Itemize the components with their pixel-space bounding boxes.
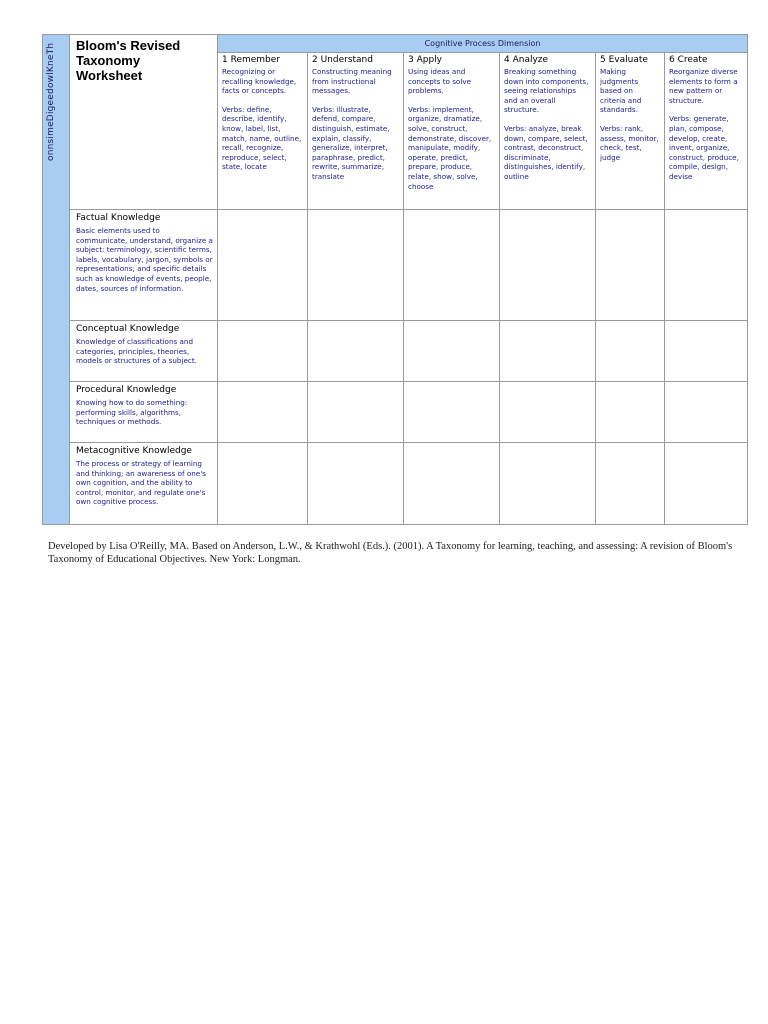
column-verbs: Verbs: define, describe, identify, know, label, list, match, name, outline, recall, recognize, reproduce, select, state, locate (222, 104, 302, 172)
worksheet-title: Bloom's Revised Taxonomy Worksheet (76, 38, 181, 83)
citation-footer: Developed by Lisa O'Reilly, MA. Based on Anderson, L.W., & Krathwohl (Eds.). (2001). A Taxonomy for learning, teaching, and assessing: A revision of Bloom's Taxonomy of Educational Objectives. New York: Longman. (48, 541, 733, 565)
row-header-factual (70, 210, 218, 321)
worksheet-cell[interactable] (404, 321, 500, 382)
row-label: Conceptual Knowledge (76, 324, 180, 334)
row-description: Knowing how to do something: performing skills, algorithms, techniques or methods. (76, 398, 188, 427)
worksheet-cell[interactable] (665, 443, 748, 525)
worksheet-cell[interactable] (308, 210, 404, 321)
worksheet-cell[interactable] (218, 321, 308, 382)
column-verbs: Verbs: rank, assess, monitor, check, test, judge (600, 123, 659, 162)
column-label: 6 Create (669, 55, 708, 65)
column-description: Making judgments based on criteria and standards. (600, 67, 642, 115)
worksheet-cell[interactable] (500, 210, 596, 321)
column-verbs: Verbs: implement, organize, dramatize, solve, construct, demonstrate, discover, manipulate, modify, operate, predict, prepare, produce, relate, show, solve, choose (408, 104, 492, 191)
worksheet-cell[interactable] (308, 321, 404, 382)
cognitive-dimension-header: Cognitive Process Dimension (218, 35, 748, 53)
column-header-understand (308, 53, 404, 210)
worksheet-cell[interactable] (596, 210, 665, 321)
column-description: Reorganize diverse elements to form a new pattern or structure. (669, 67, 738, 105)
sidebar-label: onnsimeDigeedowlKneTh (46, 42, 56, 161)
row-label: Factual Knowledge (76, 213, 161, 223)
column-label: 4 Analyze (504, 55, 549, 65)
row-header-conceptual (70, 321, 218, 382)
column-header-remember (218, 53, 308, 210)
row-label: Procedural Knowledge (76, 385, 177, 395)
column-label: 1 Remember (222, 55, 280, 65)
worksheet-cell[interactable] (500, 321, 596, 382)
worksheet-cell[interactable] (596, 382, 665, 443)
worksheet-cell[interactable] (218, 210, 308, 321)
column-header-create (665, 53, 748, 210)
row-description: The process or strategy of learning and thinking; an awareness of one's own cognition, and the ability to control, monitor, and regulate one's own cognitive process. (76, 459, 206, 507)
worksheet (42, 34, 747, 524)
worksheet-cell[interactable] (596, 321, 665, 382)
row-header-procedural (70, 382, 218, 443)
worksheet-cell[interactable] (404, 382, 500, 443)
worksheet-cell[interactable] (665, 321, 748, 382)
worksheet-cell[interactable] (404, 210, 500, 321)
knowledge-dimension-sidebar (43, 35, 70, 525)
column-verbs: Verbs: analyze, break down, compare, select, contrast, deconstruct, discriminate, distinguishes, identify, outline (504, 123, 588, 181)
worksheet-cell[interactable] (308, 382, 404, 443)
worksheet-cell[interactable] (218, 443, 308, 525)
title-cell (70, 35, 218, 210)
column-header-apply (404, 53, 500, 210)
column-label: 2 Understand (312, 55, 373, 65)
worksheet-cell[interactable] (500, 443, 596, 525)
column-label: 5 Evaluate (600, 55, 648, 65)
worksheet-cell[interactable] (308, 443, 404, 525)
row-description: Basic elements used to communicate, understand, organize a subject: terminology, scientific terms, labels, vocabulary, jargon, symbols or representations; and specific details such as knowledge of events, people, dates, sources of information. (76, 226, 213, 293)
taxonomy-table (42, 34, 748, 525)
column-description: Breaking something down into components, seeing relationships and an overall structure. (504, 67, 589, 115)
column-verbs: Verbs: illustrate, defend, compare, distinguish, estimate, explain, classify, generalize, interpret, paraphrase, predict, rewrite, summarize, translate (312, 104, 390, 181)
column-description: Using ideas and concepts to solve problems. (408, 67, 472, 96)
row-label: Metacognitive Knowledge (76, 446, 192, 456)
worksheet-cell[interactable] (665, 210, 748, 321)
column-header-evaluate (596, 53, 665, 210)
column-label: 3 Apply (408, 55, 442, 65)
worksheet-cell[interactable] (665, 382, 748, 443)
worksheet-cell[interactable] (218, 382, 308, 443)
column-header-analyze (500, 53, 596, 210)
worksheet-cell[interactable] (596, 443, 665, 525)
worksheet-cell[interactable] (500, 382, 596, 443)
column-verbs: Verbs: generate, plan, compose, develop, create, invent, organize, construct, produce, compile, design, devise (669, 114, 739, 181)
row-description: Knowledge of classifications and categories, principles, theories, models or structures of a subject. (76, 337, 197, 366)
row-header-metacognitive (70, 443, 218, 525)
column-description: Constructing meaning from instructional messages. (312, 67, 392, 96)
column-description: Recognizing or recalling knowledge, facts or concepts. (222, 67, 297, 96)
worksheet-cell[interactable] (404, 443, 500, 525)
